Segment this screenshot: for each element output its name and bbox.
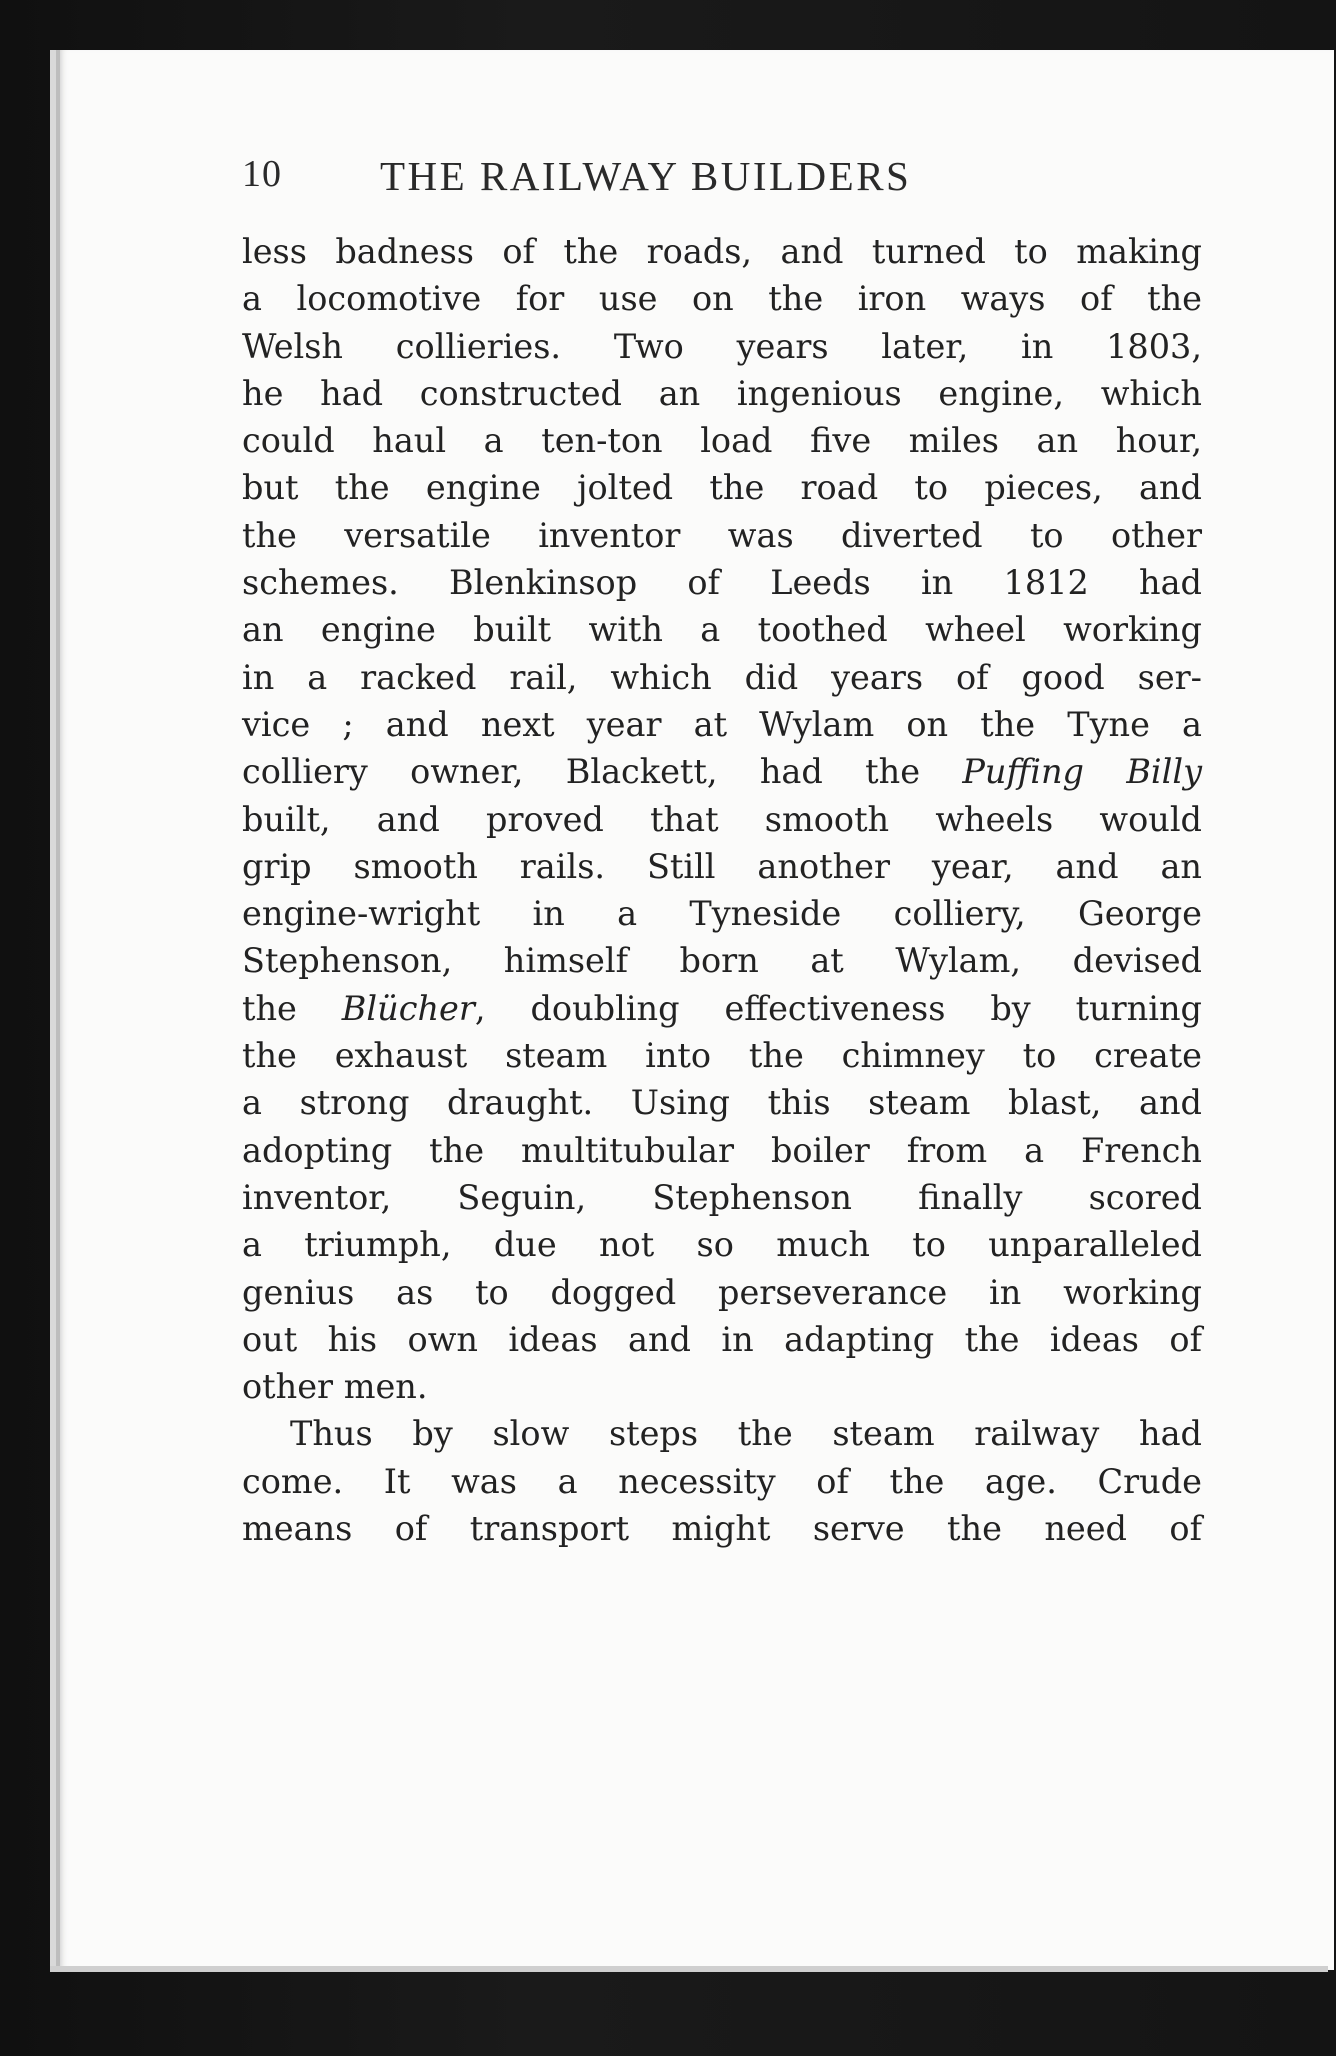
text-line: come. It was a necessity of the age. Crude bbox=[242, 1461, 1202, 1501]
text-line: less badness of the roads, and turned to making bbox=[242, 232, 1202, 271]
page-number: 10 bbox=[242, 153, 282, 195]
text-line: vice ; and next year at Wylam on the Tyne a bbox=[242, 704, 1202, 744]
text-line: adopting the multitubular boiler from a French bbox=[242, 1130, 1202, 1170]
text-line: grip smooth rails. Still another year, and an bbox=[242, 846, 1202, 886]
text-line: genius as to dogged perseverance in working bbox=[242, 1272, 1202, 1312]
text-line: but the engine jolted the road to pieces, and bbox=[242, 468, 1202, 508]
page-bottom-edge bbox=[50, 1966, 1328, 1972]
body-text bbox=[242, 228, 1202, 1552]
text-line: the versatile inventor was diverted to other bbox=[242, 515, 1202, 555]
text-line: the exhaust steam into the chimney to create bbox=[242, 1036, 1202, 1076]
running-head: THE RAILWAY BUILDERS bbox=[380, 153, 912, 199]
text-line: inventor, Seguin, Stephenson finally scored bbox=[242, 1177, 1202, 1217]
text-line: a triumph, due not so much to unparalleled bbox=[242, 1225, 1202, 1265]
line-prefix: colliery owner, Blackett, had the bbox=[242, 752, 963, 792]
line-prefix: the bbox=[242, 988, 342, 1028]
text-line: in a racked rail, which did years of good ser- bbox=[242, 657, 1202, 697]
text-line: could haul a ten-ton load five miles an hour, bbox=[242, 421, 1202, 461]
text-line: means of transport might serve the need of bbox=[242, 1509, 1202, 1549]
text-line: Welsh collieries. Two years later, in 1803, bbox=[242, 326, 1202, 366]
line-suffix: , doubling effectiveness by turning bbox=[474, 988, 1202, 1028]
text-line: schemes. Blenkinsop of Leeds in 1812 had bbox=[242, 563, 1202, 603]
text-line: Thus by slow steps the steam railway had bbox=[290, 1414, 1202, 1454]
puffing-billy-title: Puffing Billy bbox=[962, 752, 1202, 792]
text-line: built, and proved that smooth wheels would bbox=[242, 799, 1202, 839]
text-line-puffing-billy bbox=[242, 748, 1202, 795]
text-line: he had constructed an ingenious engine, which bbox=[242, 373, 1202, 413]
text-line: other men. bbox=[242, 1367, 428, 1407]
page-header bbox=[242, 152, 1202, 212]
text-line: a strong draught. Using this steam blast, and bbox=[242, 1083, 1202, 1123]
text-line: a locomotive for use on the iron ways of the bbox=[242, 279, 1202, 319]
text-line: out his own ideas and in adapting the ideas of bbox=[242, 1319, 1202, 1359]
text-line: engine-wright in a Tyneside colliery, George bbox=[242, 894, 1202, 934]
text-line: Stephenson, himself born at Wylam, devised bbox=[242, 941, 1202, 981]
text-line-blucher bbox=[242, 985, 1202, 1032]
text-line: an engine built with a toothed wheel working bbox=[242, 610, 1202, 650]
blucher-title: Blücher bbox=[341, 988, 475, 1028]
page-edge bbox=[56, 50, 60, 1970]
